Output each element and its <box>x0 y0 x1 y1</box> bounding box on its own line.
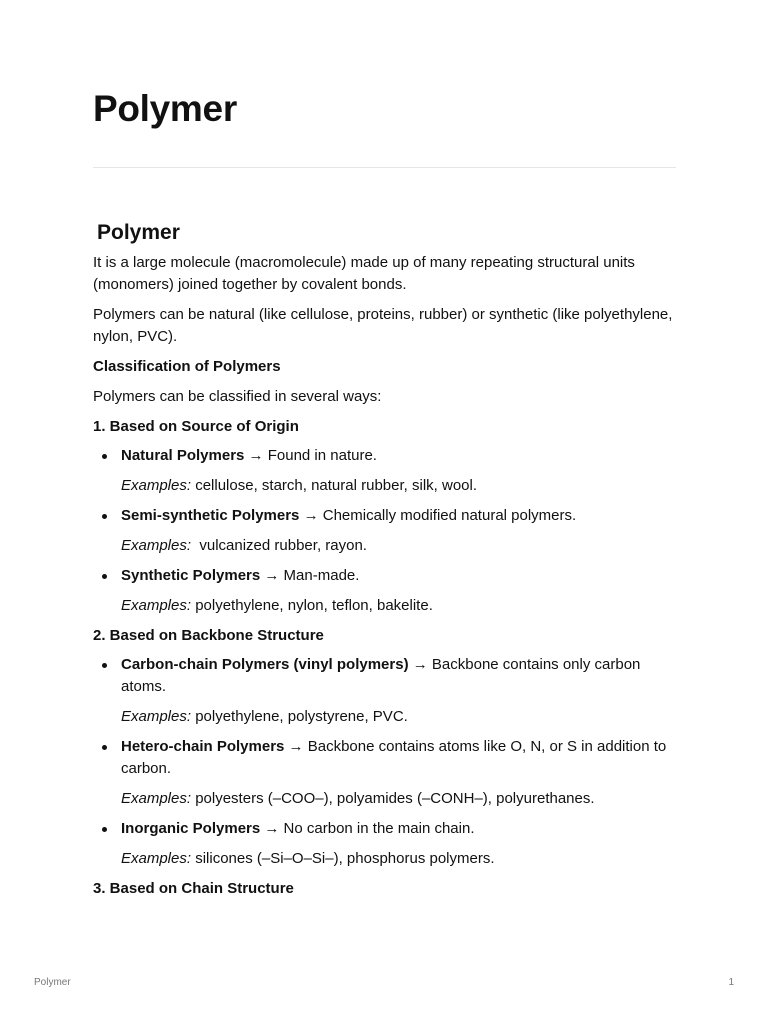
examples-text: polyethylene, polystyrene, PVC. <box>191 708 408 725</box>
item-examples <box>121 706 678 728</box>
item-term: Semi-synthetic Polymers <box>121 507 300 524</box>
item-term: Hetero-chain Polymers <box>121 738 285 755</box>
bullet-icon <box>102 827 107 832</box>
classification-heading: Classification of Polymers <box>93 358 281 375</box>
section-heading: Polymer <box>97 221 180 244</box>
types-paragraph: Polymers can be natural (like cellulose, proteins, rubber) or synthetic (like polyethylene, nylon, PVC). <box>93 306 673 345</box>
classification-intro: Polymers can be classified in several ways: <box>93 388 382 405</box>
item-description: → Backbone contains only carbon atoms. <box>121 656 641 695</box>
bullet-icon <box>102 514 107 519</box>
bullet-icon <box>102 663 107 668</box>
item-examples <box>121 535 678 557</box>
item-description: → Man-made. <box>260 567 360 584</box>
examples-label: Examples: <box>121 537 192 554</box>
examples-text: silicones (–Si–O–Si–), phosphorus polymers. <box>191 850 495 867</box>
list-item <box>93 505 678 557</box>
definition-paragraph: It is a large molecule (macromolecule) made up of many repeating structural units (monomers) joined together by covalent bonds. <box>93 254 635 293</box>
title-divider <box>93 167 676 168</box>
list-backbone-structure <box>93 654 678 870</box>
examples-label: Examples: <box>121 850 192 867</box>
list-item <box>93 445 678 497</box>
list-item <box>93 736 678 810</box>
examples-text: polyesters (–COO–), polyamides (–CONH–), polyurethanes. <box>191 790 595 807</box>
list-item <box>93 654 678 728</box>
item-description: → No carbon in the main chain. <box>260 820 475 837</box>
bullet-icon <box>102 745 107 750</box>
examples-text: polyethylene, nylon, teflon, bakelite. <box>191 597 433 614</box>
group-heading-chain: 3. Based on Chain Structure <box>93 880 294 897</box>
examples-label: Examples: <box>121 708 192 725</box>
item-examples <box>121 595 678 617</box>
item-description: → Found in nature. <box>244 447 377 464</box>
examples-label: Examples: <box>121 477 192 494</box>
group-heading-source: 1. Based on Source of Origin <box>93 418 299 435</box>
item-description: → Chemically modified natural polymers. <box>299 507 577 524</box>
examples-text: vulcanized rubber, rayon. <box>191 537 367 554</box>
item-examples <box>121 788 678 810</box>
examples-label: Examples: <box>121 597 192 614</box>
footer-document-name: Polymer <box>34 977 71 988</box>
footer-page-number: 1 <box>728 977 734 988</box>
examples-text: cellulose, starch, natural rubber, silk, wool. <box>191 477 477 494</box>
list-item <box>93 565 678 617</box>
item-examples <box>121 848 678 870</box>
item-description: → Backbone contains atoms like O, N, or S in addition to carbon. <box>121 738 667 777</box>
item-term: Inorganic Polymers <box>121 820 261 837</box>
item-examples <box>121 475 678 497</box>
examples-label: Examples: <box>121 790 192 807</box>
bullet-icon <box>102 574 107 579</box>
item-term: Natural Polymers <box>121 447 245 464</box>
bullet-icon <box>102 454 107 459</box>
list-item <box>93 818 678 870</box>
item-term: Synthetic Polymers <box>121 567 261 584</box>
document-body <box>93 218 678 907</box>
item-term: Carbon-chain Polymers (vinyl polymers) <box>121 656 409 673</box>
page-title: Polymer <box>93 88 237 129</box>
group-heading-backbone: 2. Based on Backbone Structure <box>93 627 324 644</box>
list-source-of-origin <box>93 445 678 617</box>
